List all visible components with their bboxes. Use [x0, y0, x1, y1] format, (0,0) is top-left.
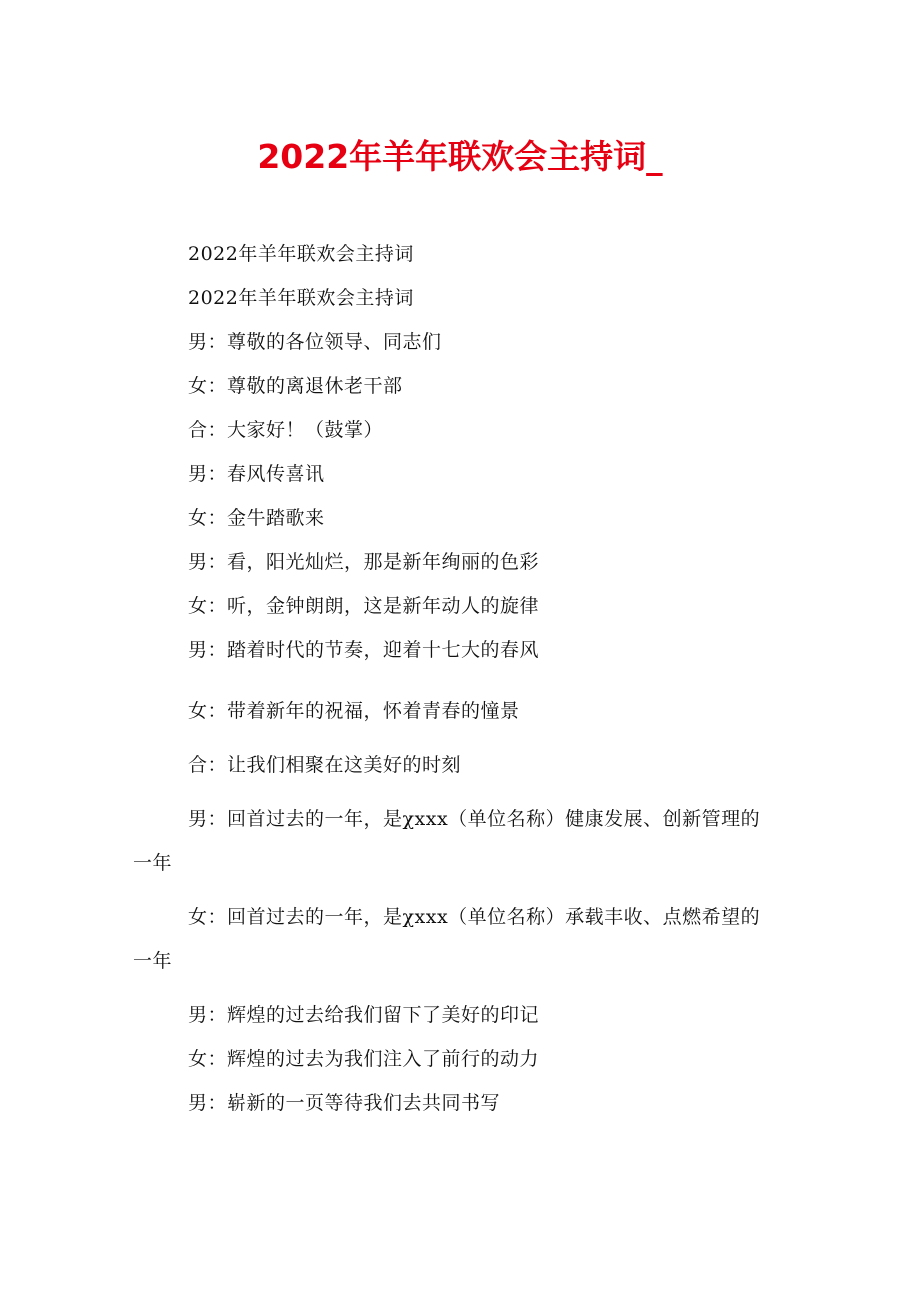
- paragraph: 女：尊敬的离退休老干部: [188, 375, 403, 397]
- document-body: [133, 232, 778, 1125]
- paragraph: 女：带着新年的祝福，怀着青春的憧景: [188, 700, 520, 722]
- paragraph: 男：辉煌的过去给我们留下了美好的印记: [188, 1004, 540, 1026]
- document-title: 2022年羊年联欢会主持词_: [257, 137, 663, 176]
- paragraph: 男：踏着时代的节奏，迎着十七大的春风: [188, 639, 540, 661]
- paragraph: 合：让我们相聚在这美好的时刻: [188, 754, 462, 776]
- paragraph: 男：春风传喜讯: [188, 463, 325, 485]
- paragraph: 2022年羊年联欢会主持词: [188, 287, 414, 309]
- paragraph: 男：回首过去的一年，是χxxx（单位名称）健康发展、创新管理的一年: [133, 808, 761, 874]
- paragraph: 男：崭新的一页等待我们去共同书写: [188, 1092, 501, 1114]
- paragraph: 合：大家好！（鼓掌）: [188, 419, 384, 441]
- paragraph: 男：看，阳光灿烂，那是新年绚丽的色彩: [188, 551, 540, 573]
- paragraph: 女：辉煌的过去为我们注入了前行的动力: [188, 1048, 540, 1070]
- paragraph: 男：尊敬的各位领导、同志们: [188, 331, 442, 353]
- paragraph: 2022年羊年联欢会主持词: [188, 243, 414, 265]
- paragraph: 女：回首过去的一年，是χxxx（单位名称）承载丰收、点燃希望的一年: [133, 906, 761, 972]
- paragraph: 女：金牛踏歌来: [188, 507, 325, 529]
- paragraph: 女：听，金钟朗朗，这是新年动人的旋律: [188, 595, 540, 617]
